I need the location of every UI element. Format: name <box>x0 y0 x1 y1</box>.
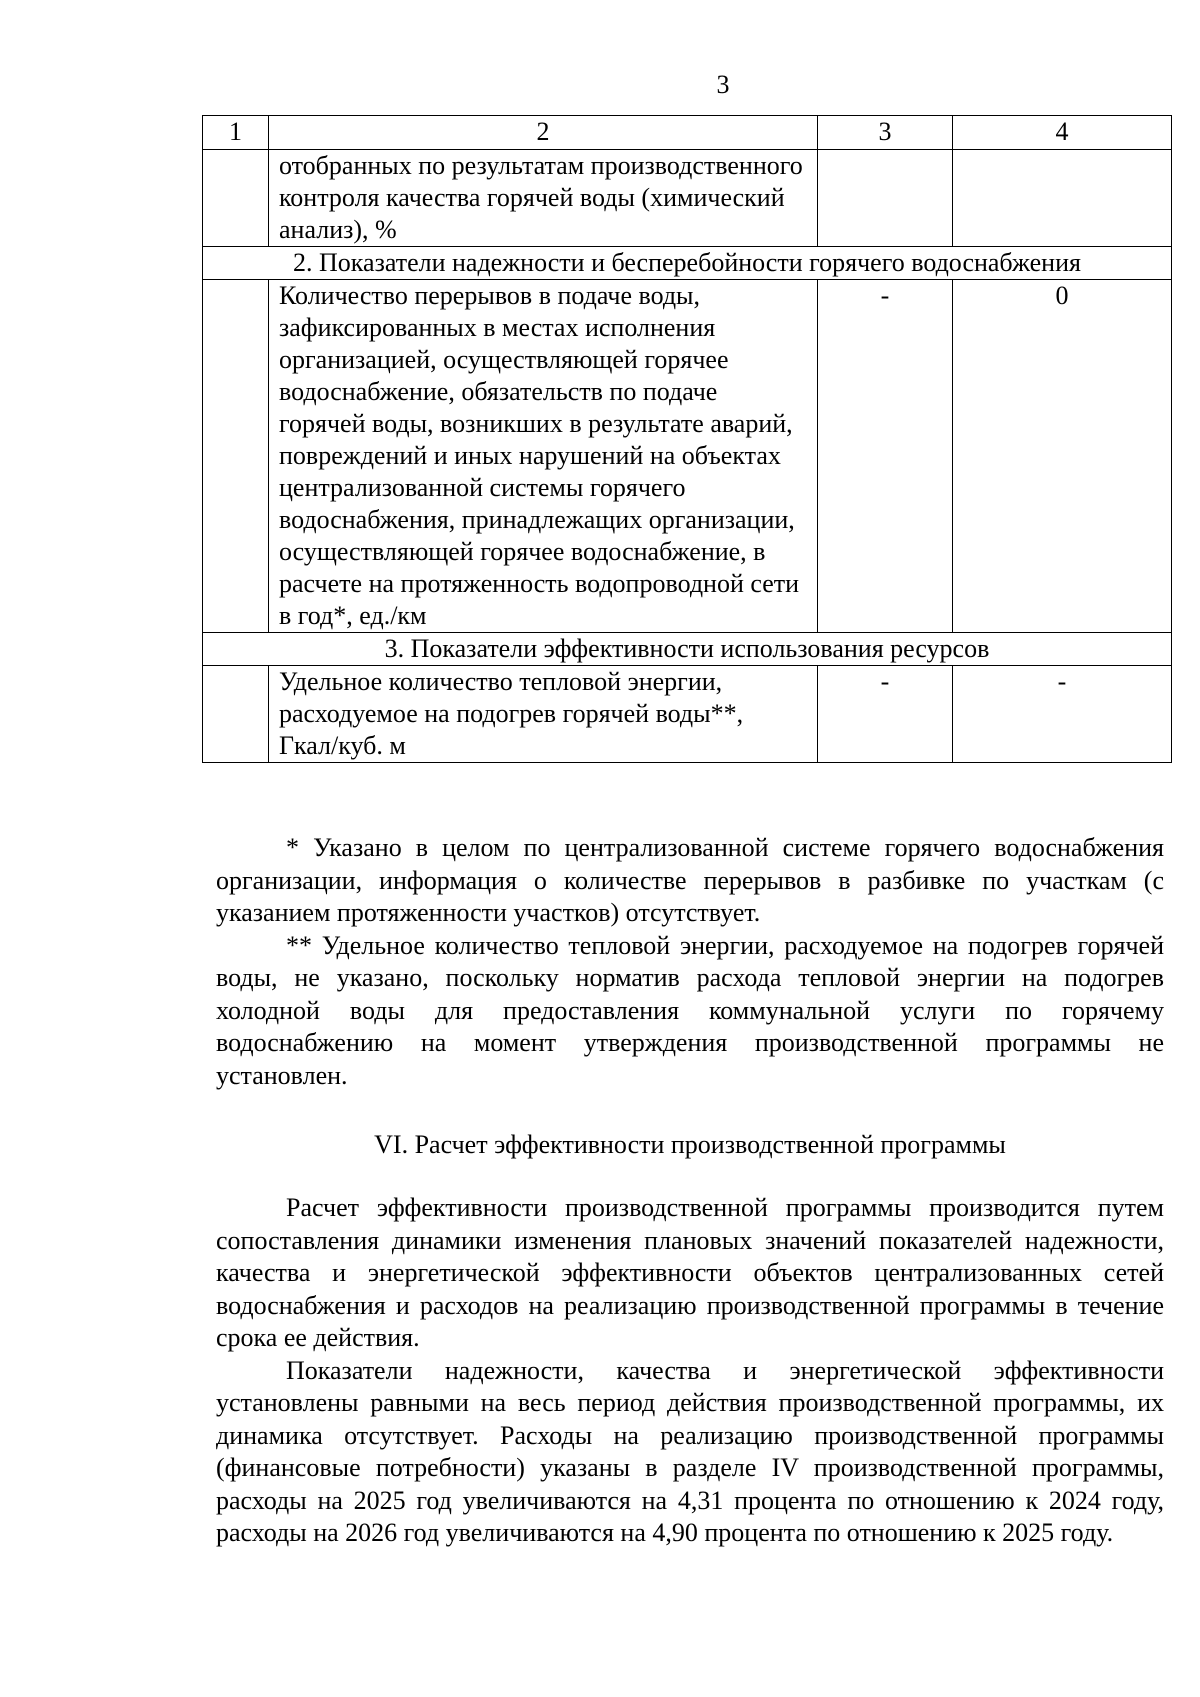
section-row-efficiency <box>203 633 1172 666</box>
footnotes <box>216 832 1164 1092</box>
indicator-value-col4 <box>953 150 1172 247</box>
section-title-reliability: 2. Показатели надежности и бесперебойности горячего водоснабжения <box>203 247 1172 280</box>
indicator-value-col3: - <box>818 280 953 633</box>
column-header-1: 1 <box>203 116 269 150</box>
table-header-row <box>203 116 1172 150</box>
footnote-2: ** Удельное количество тепловой энергии, расходуемое на подогрев горячей воды, не указано, поскольку норматив расхода тепловой энергии на подогрев холодной воды для предоставления коммунальной услуги по горячему водоснабжению на момент утверждения производственной программы не установлен. <box>216 930 1164 1090</box>
paragraph-1: Расчет эффективности производственной программы производится путем сопоставления динамики изменения плановых значений показателей надежности, качества и энергетической эффективности объектов централизованных сетей водоснабжения и расходов на реализацию производственной программы в течение срока ее действия. <box>216 1193 1164 1352</box>
column-header-4: 4 <box>953 116 1172 150</box>
row-number-cell <box>203 280 269 633</box>
page-number: 3 <box>716 70 730 99</box>
indicator-name-cell: отобранных по результатам производственного контроля качества горячей воды (химический анализ), % <box>269 150 818 247</box>
table-row <box>203 280 1172 633</box>
indicators-table <box>202 115 1172 763</box>
section-row-reliability <box>203 247 1172 280</box>
indicator-name-cell: Удельное количество тепловой энергии, расходуемое на подогрев горячей воды**, Гкал/куб. м <box>269 666 818 763</box>
row-number-cell <box>203 150 269 247</box>
column-header-2: 2 <box>269 116 818 150</box>
table-row <box>203 150 1172 247</box>
section-title-efficiency: 3. Показатели эффективности использования ресурсов <box>203 633 1172 666</box>
body-text <box>216 1192 1164 1550</box>
indicator-value-col3: - <box>818 666 953 763</box>
section-heading: VI. Расчет эффективности производственной программы <box>374 1130 1006 1159</box>
indicator-name-cell: Количество перерывов в подаче воды, зафиксированных в местах исполнения организацией, осуществляющей горячее водоснабжение, обязательств по подаче горячей воды, возникших в результате аварий, повреждений и иных нарушений на объектах централизованной системы горячего водоснабжения, принадлежащих организации, осуществляющей горячее водоснабжение, в расчете на протяженность водопроводной сети в год*, ед./км <box>269 280 818 633</box>
table-row <box>203 666 1172 763</box>
paragraph-2: Показатели надежности, качества и энергетической эффективности установлены равными на весь период действия производственной программы, их динамика отсутствует. Расходы на реализацию производственной программы (финансовые потребности) указаны в разделе IV производственной программы, расходы на 2025 год увеличиваются на 4,31 процента по отношению к 2024 году, расходы на 2026 год увеличиваются на 4,90 процента по отношению к 2025 году. <box>216 1355 1164 1547</box>
column-header-3: 3 <box>818 116 953 150</box>
indicator-value-col4: 0 <box>953 280 1172 633</box>
indicator-value-col3 <box>818 150 953 247</box>
footnote-1: * Указано в целом по централизованной системе горячего водоснабжения организации, информация о количестве перерывов в разбивке по участкам (с указанием протяженности участков) отсутствует. <box>216 833 1164 927</box>
row-number-cell <box>203 666 269 763</box>
indicator-value-col4: - <box>953 666 1172 763</box>
